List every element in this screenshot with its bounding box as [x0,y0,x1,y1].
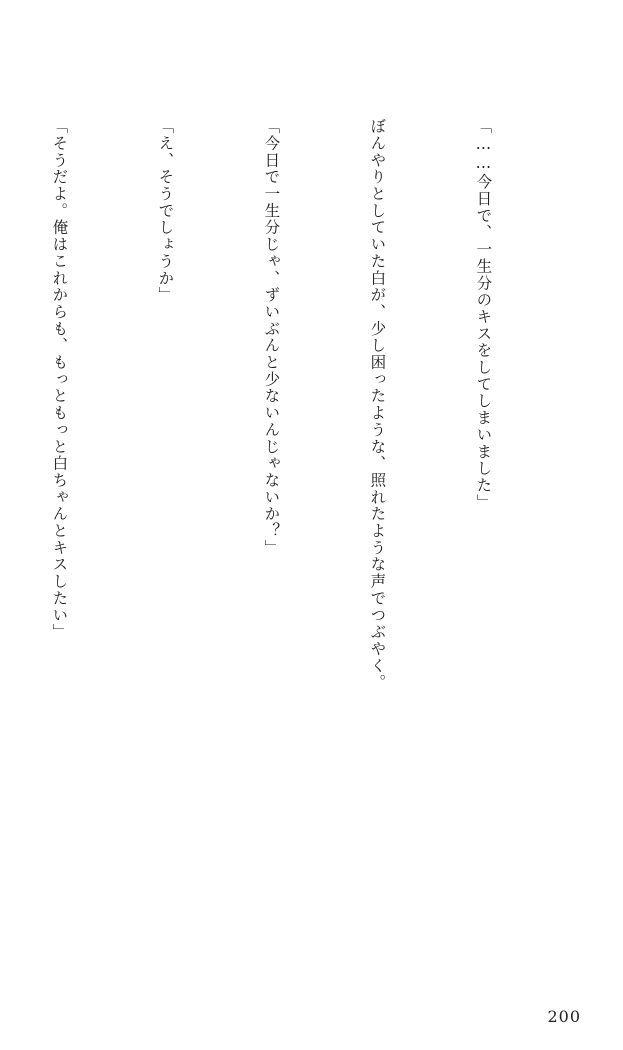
paragraph-line: 「……今日で、一生分のキスをしてしまいました」 [474,118,493,511]
paragraph-line: 「え、そうでしょうか」 [156,118,175,304]
page-number: 200 [547,1007,581,1026]
paragraph-line: 「今日で一生分じゃ、ずいぶんと少ないんじゃないか？」 [262,118,281,557]
paragraph-line: ぼんやりとしていた白が、少し困ったような、照れたような声でつぶやく。 [368,118,387,691]
vertical-text-body [51,118,571,948]
paragraph-line: 「そうだよ。俺はこれからも、もっともっと白ちゃんとキスしたい」 [50,118,69,641]
